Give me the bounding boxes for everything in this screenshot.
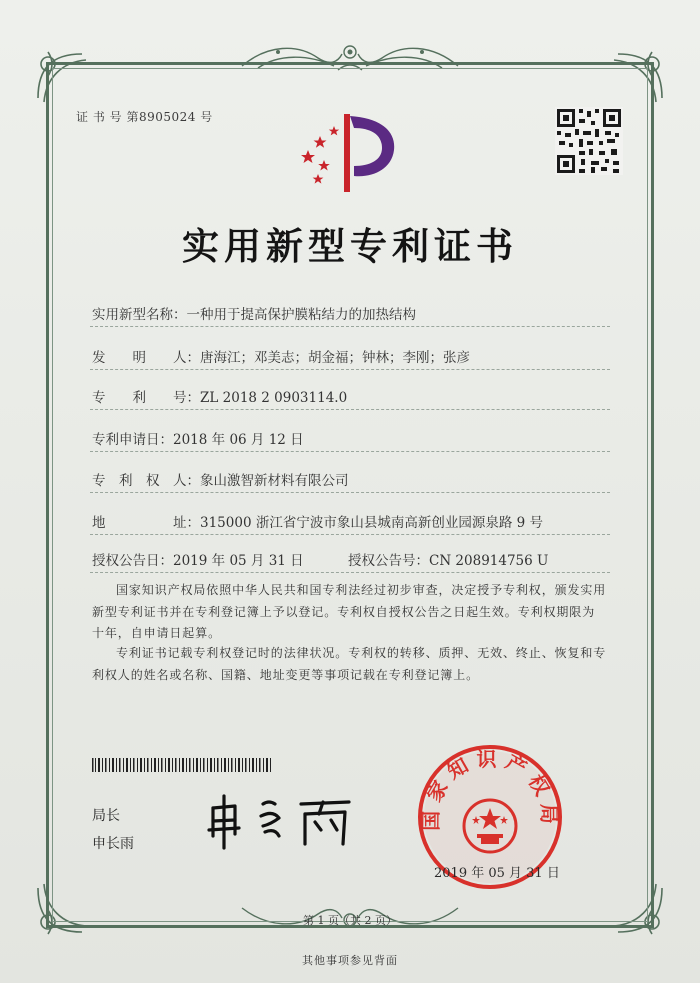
- field-label: 专利申请日：: [92, 432, 173, 448]
- field-inventors: [92, 346, 470, 366]
- certificate-number: [76, 108, 213, 125]
- field-value: 2018 年 06 月 12 日: [173, 432, 304, 448]
- divider: [90, 451, 610, 452]
- legal-paragraph-2: 专利证书记载专利权登记时的法律状况。专利权的转移、质押、无效、终止、恢复和专利权人的姓名或名称、国籍、地址变更等事项记载在专利登记簿上。: [92, 646, 607, 682]
- certificate-title: 实用新型专利证书: [182, 224, 518, 268]
- qr-code: [555, 107, 623, 175]
- page-number: 第 1 页（共 2 页）: [303, 914, 397, 927]
- field-label: 授权公告日：: [92, 553, 173, 569]
- field-patentee: [92, 469, 349, 489]
- field-label: 实用新型名称：: [92, 307, 187, 323]
- footer-note: 其他事项参见背面: [302, 954, 398, 967]
- certificate-number-value: 8905024 号: [138, 110, 213, 124]
- director-signature: [205, 790, 355, 850]
- field-value: 一种用于提高保护膜粘结力的加热结构: [186, 307, 416, 323]
- field-grant-date: [92, 549, 304, 569]
- barcode: [92, 758, 272, 772]
- field-utility-model-name: [92, 303, 416, 323]
- divider: [90, 369, 610, 370]
- field-label: 专 利 权 人：: [92, 473, 200, 489]
- field-filing-date: [92, 428, 304, 448]
- director-title: 局长: [92, 808, 120, 824]
- field-address: [92, 511, 543, 531]
- divider: [90, 409, 610, 410]
- field-value: CN 208914756 U: [429, 553, 549, 569]
- certificate-number-label: 证 书 号 第: [76, 110, 139, 124]
- field-value: 315000 浙江省宁波市象山县城南高新创业园源泉路 9 号: [200, 515, 543, 531]
- seal-date: 2019 年 05 月 31 日: [434, 866, 560, 881]
- field-value: ZL 2018 2 0903114.0: [200, 390, 348, 406]
- divider: [90, 534, 610, 535]
- divider: [90, 572, 610, 573]
- divider: [90, 492, 610, 493]
- field-grant-number: [348, 549, 548, 569]
- divider: [90, 326, 610, 327]
- field-label: 专 利 号：: [92, 390, 200, 406]
- director-name: 申长雨: [92, 836, 134, 852]
- field-patent-number: [92, 386, 347, 406]
- cnipa-logo-icon: [294, 106, 406, 198]
- field-label: 发 明 人：: [92, 350, 200, 366]
- seal-text: 国家知识产权局: [418, 746, 562, 831]
- field-label: 授权公告号：: [348, 553, 429, 569]
- field-value: 唐海江；邓美志；胡金福；钟林；李刚；张彦: [200, 350, 470, 366]
- legal-paragraph-1: 国家知识产权局依照中华人民共和国专利法经过初步审查，决定授予专利权，颁发实用新型专利证书并在专利登记簿上予以登记。专利权自授权公告之日起生效。专利权期限为十年，自申请日起算。: [92, 583, 607, 640]
- field-value: 2019 年 05 月 31 日: [173, 553, 304, 569]
- field-value: 象山激智新材料有限公司: [200, 473, 349, 489]
- field-label: 地 址：: [92, 515, 200, 531]
